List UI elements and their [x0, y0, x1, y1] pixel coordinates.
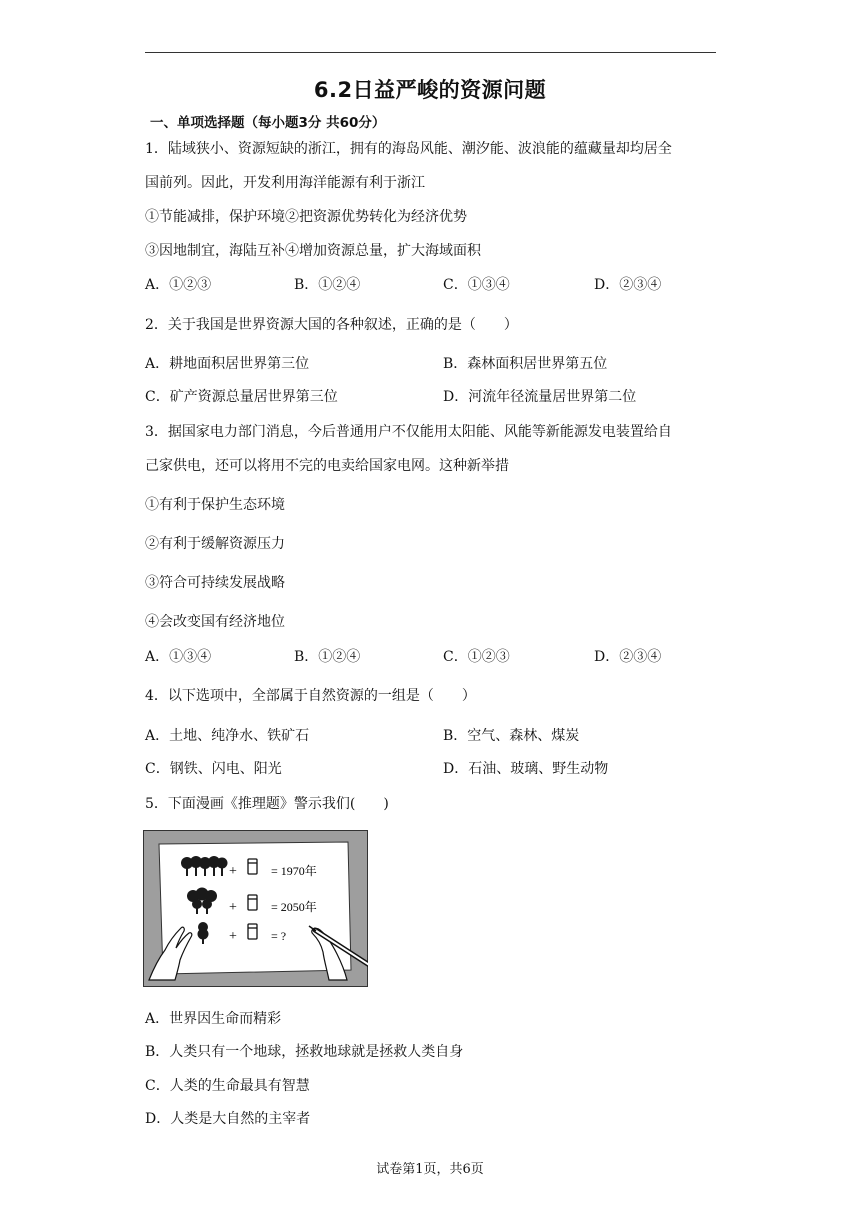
q2-stem: 2．关于我国是世界资源大国的各种叙述，正确的是（ ）	[145, 317, 518, 333]
q3-statement-4: ④会改变国有经济地位	[145, 614, 285, 630]
q4-option-d[interactable]: D．石油、玻璃、野生动物	[443, 761, 609, 777]
q5-option-b[interactable]: B．人类只有一个地球，拯救地球就是拯救人类自身	[145, 1044, 464, 1060]
q3-option-a[interactable]: A．①③④	[145, 649, 212, 665]
q5-cartoon-figure	[143, 830, 368, 987]
q3-option-b[interactable]: B．①②④	[294, 649, 361, 665]
q1-option-a[interactable]: A．①②③	[145, 277, 212, 293]
q3-option-c[interactable]: C．①②③	[443, 649, 510, 665]
q2-option-b[interactable]: B．森林面积居世界第五位	[443, 356, 608, 372]
q1-option-b[interactable]: B．①②④	[294, 277, 361, 293]
q1-option-d[interactable]: D．②③④	[594, 277, 662, 293]
q3-option-d[interactable]: D．②③④	[594, 649, 662, 665]
q2-option-a[interactable]: A．耕地面积居世界第三位	[145, 356, 310, 372]
q5-option-c[interactable]: C．人类的生命最具有智慧	[145, 1078, 310, 1094]
plus-sign-2: +	[229, 900, 237, 915]
section-heading: 一、单项选择题（每小题3分 共60分）	[150, 115, 386, 131]
plus-sign-3: +	[229, 929, 237, 944]
page-title: 6.2日益严峻的资源问题	[313, 78, 547, 102]
q4-option-a[interactable]: A．土地、纯净水、铁矿石	[145, 728, 310, 744]
q5-stem: 5．下面漫画《推理题》警示我们( )	[145, 796, 389, 812]
equation-result-2: = 2050年	[271, 900, 317, 914]
q1-statement-2: ③因地制宜，海陆互补④增加资源总量，扩大海域面积	[145, 243, 481, 259]
q1-option-c[interactable]: C．①③④	[443, 277, 510, 293]
q3-statement-3: ③符合可持续发展战略	[145, 575, 285, 591]
plus-sign-1: +	[229, 864, 237, 879]
q3-statement-2: ②有利于缓解资源压力	[145, 536, 285, 552]
q1-stem-line1: 1．陆域狭小、资源短缺的浙江，拥有的海岛风能、潮汐能、波浪能的蕴藏量却均居全	[145, 141, 672, 157]
q2-option-d[interactable]: D．河流年径流量居世界第二位	[443, 389, 637, 405]
q5-option-a[interactable]: A．世界因生命而精彩	[145, 1011, 282, 1027]
q1-statement-1: ①节能减排，保护环境②把资源优势转化为经济优势	[145, 209, 467, 225]
header-rule	[145, 52, 716, 53]
q2-option-c[interactable]: C．矿产资源总量居世界第三位	[145, 389, 338, 405]
page-footer: 试卷第1页，共6页	[376, 1162, 484, 1177]
q4-stem: 4．以下选项中，全部属于自然资源的一组是（ ）	[145, 688, 476, 704]
q3-statement-1: ①有利于保护生态环境	[145, 497, 285, 513]
q4-option-c[interactable]: C．钢铁、闪电、阳光	[145, 761, 282, 777]
q3-stem-line1: 3．据国家电力部门消息，今后普通用户不仅能用太阳能、风能等新能源发电装置给自	[145, 424, 672, 440]
q1-stem-line2: 国前列。因此，开发利用海洋能源有利于浙江	[145, 175, 425, 191]
equation-result-3: = ?	[271, 929, 287, 943]
q3-stem-line2: 己家供电，还可以将用不完的电卖给国家电网。这种新举措	[145, 458, 509, 474]
q4-option-b[interactable]: B．空气、森林、煤炭	[443, 728, 580, 744]
q5-option-d[interactable]: D．人类是大自然的主宰者	[145, 1111, 311, 1127]
equation-result-1: = 1970年	[271, 864, 317, 878]
